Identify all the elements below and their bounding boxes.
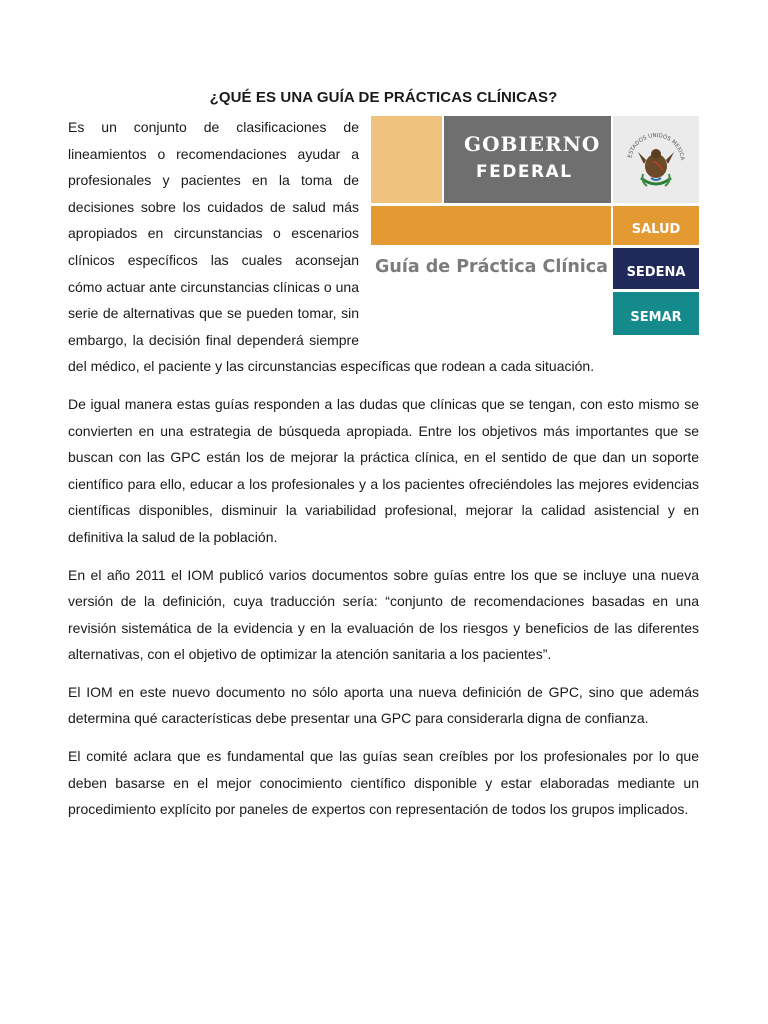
logo-tag-semar-bg (613, 292, 699, 335)
guide-label: Guía de Práctica Clínica (375, 257, 608, 277)
paragraph-5: El comité aclara que es fundamental que las guías sean creíbles por los profesionales por lo que deben basarse en el mejor conocimiento científico disponible y estar elaboradas mediante un procedimiento explícito por paneles de expertos con representación de todos los grupos implicados. (68, 748, 699, 818)
mexican-seal (613, 116, 699, 203)
logo-tag-sedena-bg (613, 248, 699, 289)
paragraph-2: De igual manera estas guías responden a las dudas que clínicas que se tengan, con esto mismo se convierten en una estrategia de búsqueda apropiada. Entre los objetivos más importantes que se buscan con las GPC están los de mejorar la práctica clínica, en el sentido de que dan un soporte científico para ello, educar a los profesionales y a los pacientes ofreciéndoles las mejores evidencias científicas disponibles, disminuir la variabilidad profesional, mejorar la calidad asistencial y en definitiva la salud de la población. (68, 395, 699, 545)
seal-text: ESTADOS UNIDOS MEXICA (627, 132, 685, 161)
gpc-logo (371, 116, 699, 335)
paragraph-3: En el año 2011 el IOM publicó varios documentos sobre guías entre los que se incluye una nueva versión de la definición, cuya traducción sería: “conjunto de recomendaciones basadas en una revisión sistemática de la evidencia y en la evaluación de los riesgos y beneficios de las diferentes alternativas, con el objetivo de optimizar la atención sanitaria a los pacientes”. (68, 566, 699, 663)
logo-line1: GOBIERNO (464, 132, 601, 156)
paragraph-1-text: Es un conjunto de clasificaciones de lineamientos o recomendaciones ayudar a profesionales y pacientes en la toma de decisiones sobre los cuidados de salud más apropiados en circunstancias o escenarios clínicos específicos las cuales aconsejan cómo actuar ante circunstancias clínicas o una serie de alternativas que se pueden tomar, sin embargo, la decisión final dependerá siempre del médico, el paciente y las circunstancias específicas que rodean a cada situación. (68, 119, 595, 375)
paragraph-1 (68, 114, 699, 380)
tag-sedena: SEDENA (626, 265, 686, 280)
page-title: ¿QUÉ ES UNA GUÍA DE PRÁCTICAS CLÍNICAS? (209, 89, 558, 106)
document-page (68, 88, 699, 834)
logo-line2: FEDERAL (476, 162, 573, 182)
logo-light-orange-block (371, 116, 442, 203)
svg-text:ESTADOS UNIDOS MEXICANOS (613, 116, 685, 161)
logo-tag-salud-bg (613, 206, 699, 245)
tag-salud: SALUD (631, 222, 681, 237)
paragraph-4: El IOM en este nuevo documento no sólo aporta una nueva definición de GPC, sino que además determina qué características debe presentar una GPC para considerarla digna de confianza. (68, 683, 699, 727)
logo-orange-band (371, 206, 611, 245)
logo-gray-block (444, 116, 611, 203)
tag-semar: SEMAR (630, 310, 682, 325)
